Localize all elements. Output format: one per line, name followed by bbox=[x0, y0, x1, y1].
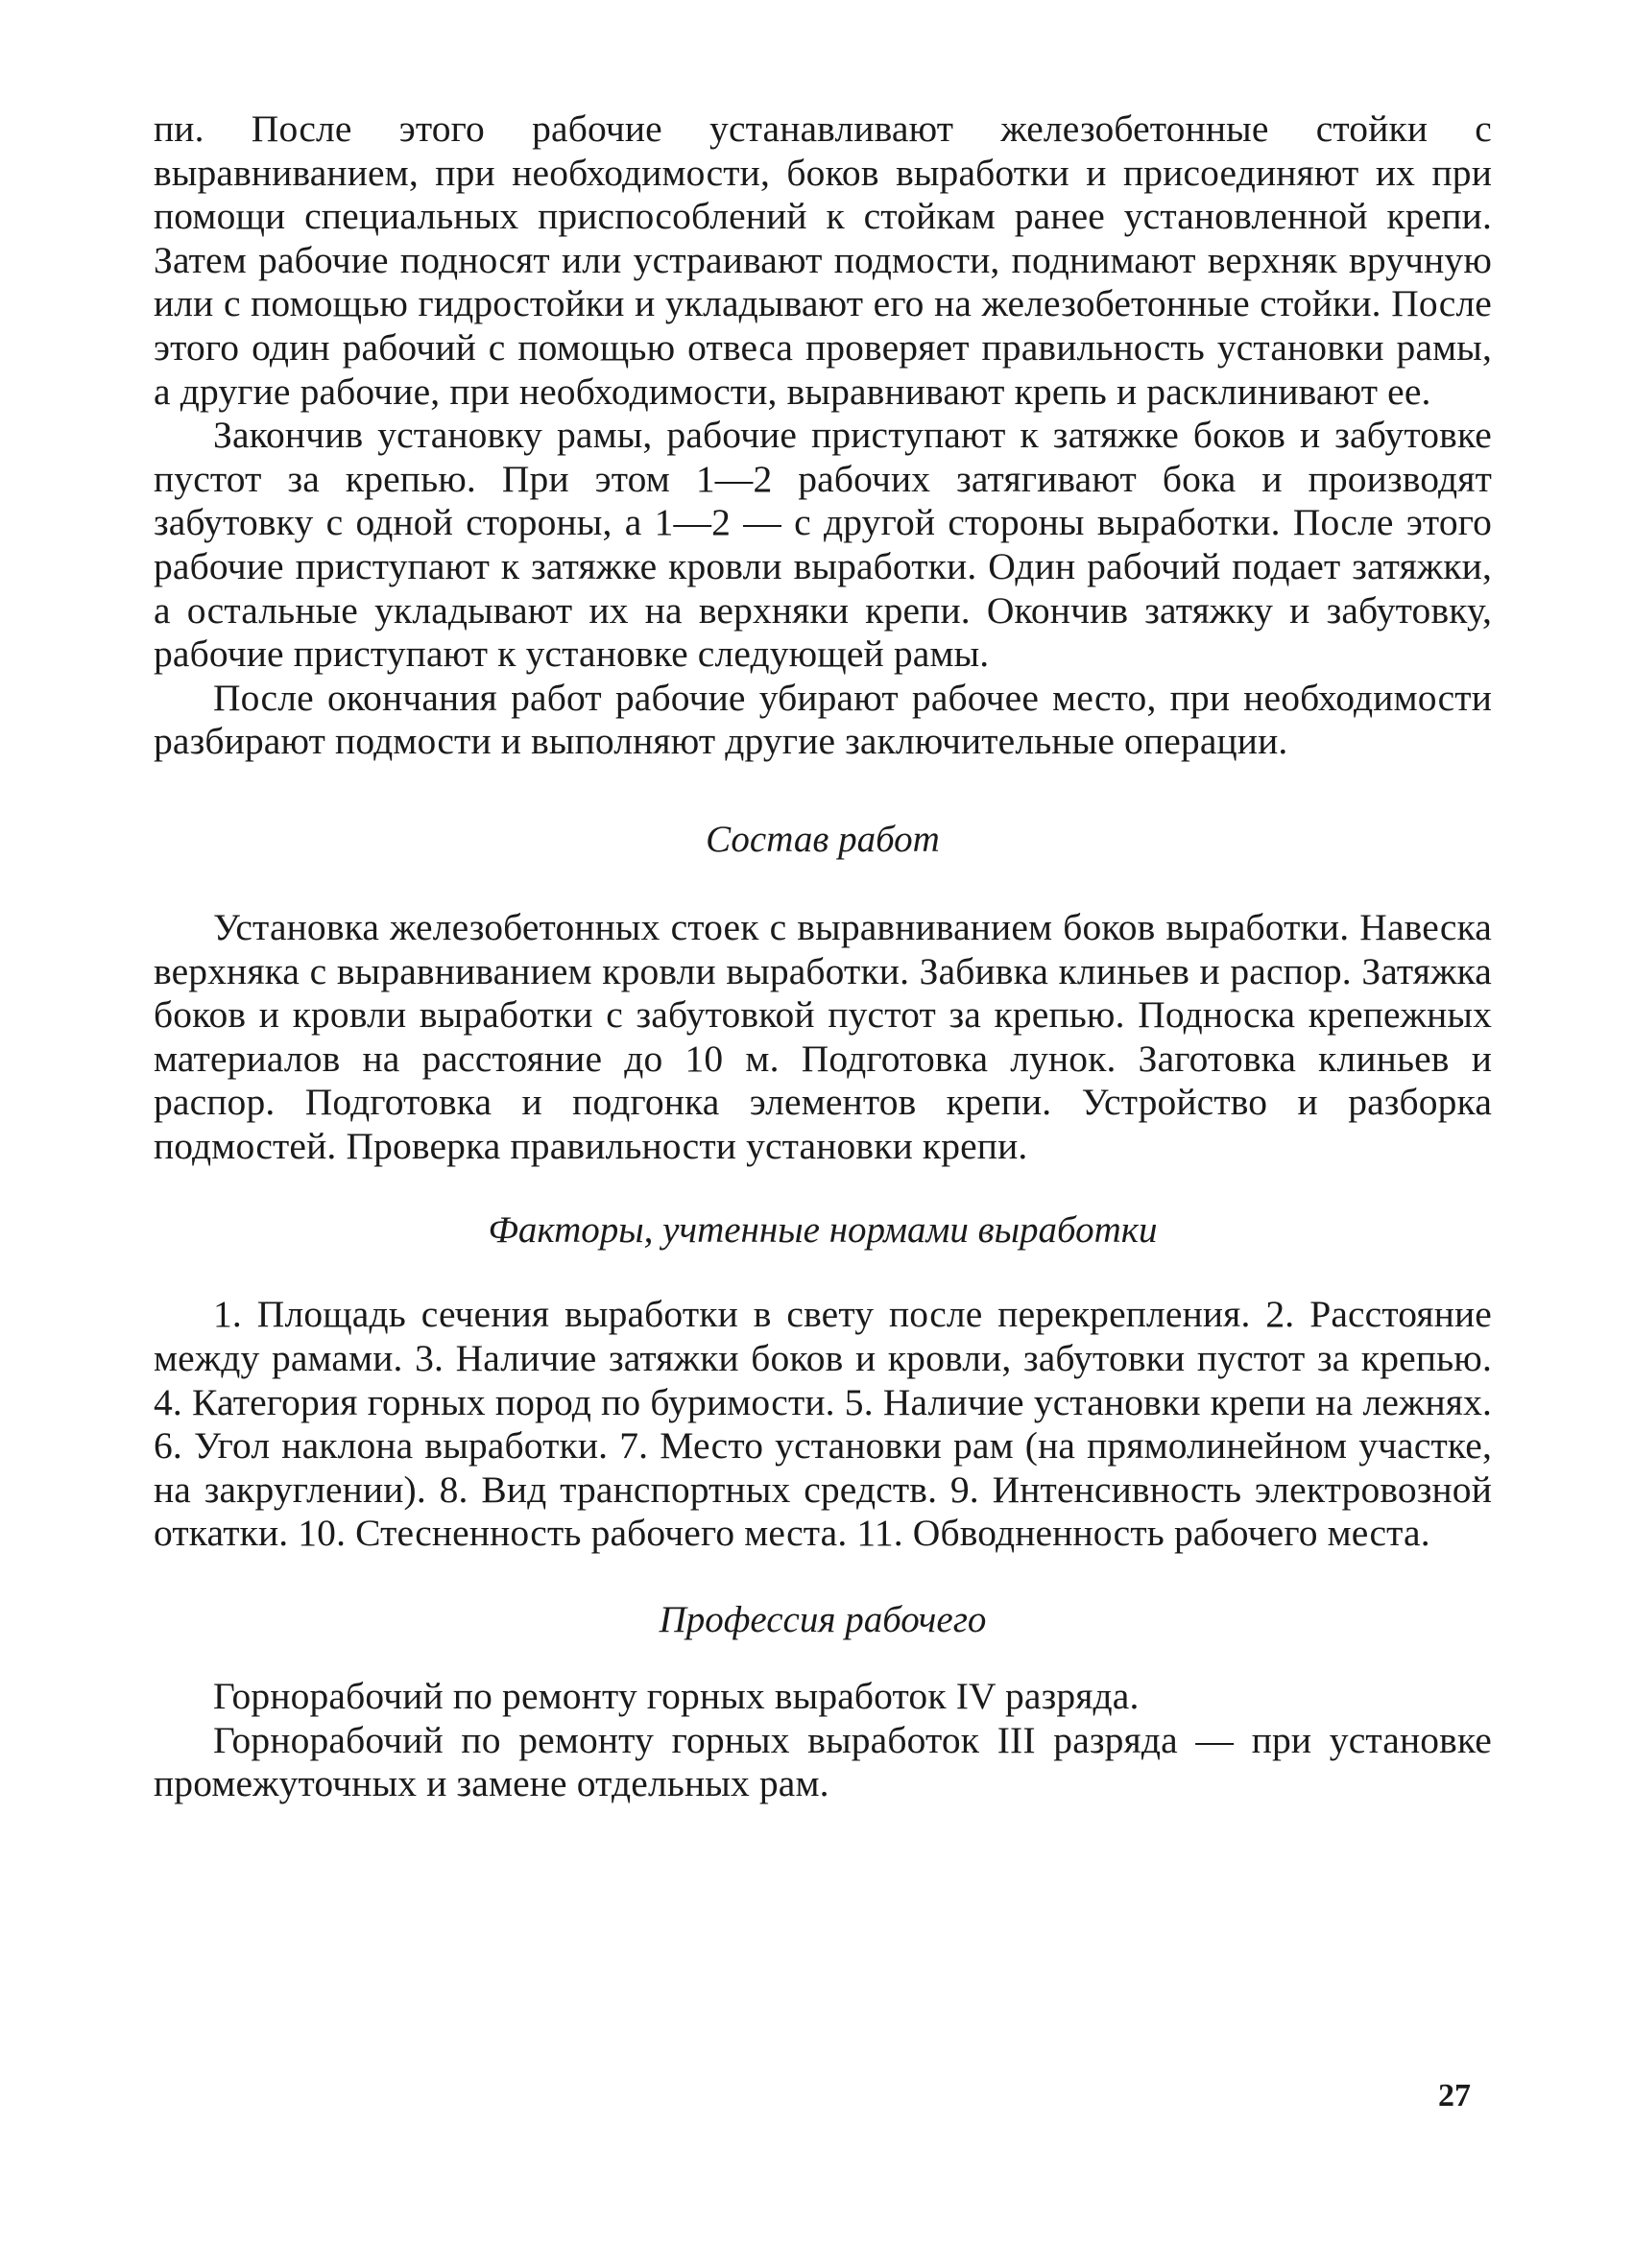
page-number: 27 bbox=[1438, 2078, 1471, 2113]
intro-paragraph-1: пи. После этого рабочие устанавливают железобетонные стойки с выравниванием, при необходимости, боков выработки и присоединяют их при помощи специальных приспособлений к стойкам ранее установленной крепи. Затем рабочие подносят или устраивают подмости, поднимают верхняк вручную или с помощью гидростойки и укладывают его на железобетонные стойки. После этого один рабочий с помощью отвеса проверяет правильность установки рамы, а другие рабочие, при необходимости, выравнивают крепь и расклинивают ее. bbox=[154, 107, 1492, 413]
section-composition-text: Установка железобетонных стоек с выравниванием боков выработки. Навеска верхняка с выравниванием кровли выработки. Забивка клиньев и распор. Затяжка боков и кровли выработки с забутовкой пустот за крепью. Подноска крепежных материалов на расстояние до 10 м. Подготовка лунок. Заготовка клиньев и распор. Подготовка и подгонка элементов крепи. Устройство и разборка подмостей. Проверка правильности установки крепи. bbox=[154, 905, 1492, 1167]
section-factors-heading: Факторы, учтенные нормами выработки bbox=[488, 1209, 1158, 1252]
section-composition-heading: Состав работ bbox=[706, 818, 940, 860]
section-profession-line-2: Горнорабочий по ремонту горных выработок III разряда — при установке промежуточных и замене отдельных рам. bbox=[154, 1718, 1492, 1805]
section-profession-heading: Профессия рабочего bbox=[659, 1599, 987, 1641]
section-factors-text: 1. Площадь сечения выработки в свету после перекрепления. 2. Расстояние между рамами. 3. Наличие затяжки боков и кровли, забутовки пустот за крепью. 4. Категория горных пород по буримости. 5. Наличие установки крепи на лежнях. 6. Угол наклона выработки. 7. Место установки рам (на прямолинейном участке, на закруглении). 8. Вид транспортных средств. 9. Интенсивность электровозной откатки. 10. Стесненность рабочего места. 11. Обводненность рабочего места. bbox=[154, 1293, 1492, 1555]
page-body bbox=[154, 107, 1492, 1806]
section-profession-line-1: Горнорабочий по ремонту горных выработок IV разряда. bbox=[213, 1675, 1140, 1718]
intro-paragraph-2: Закончив установку рамы, рабочие приступают к затяжке боков и забутовке пустот за крепью. При этом 1—2 рабочих затягивают бока и производят забутовку с одной стороны, а 1—2 — с другой стороны выработки. После этого рабочие приступают к затяжке кровли выработки. Один рабочий подает затяжки, а остальные укладывают их на верхняки крепи. Окончив затяжку и забутовку, рабочие приступают к установке следующей рамы. bbox=[154, 414, 1492, 676]
intro-paragraph-3: После окончания работ рабочие убирают рабочее место, при необходимости разбирают подмости и выполняют другие заключительные операции. bbox=[154, 676, 1492, 763]
